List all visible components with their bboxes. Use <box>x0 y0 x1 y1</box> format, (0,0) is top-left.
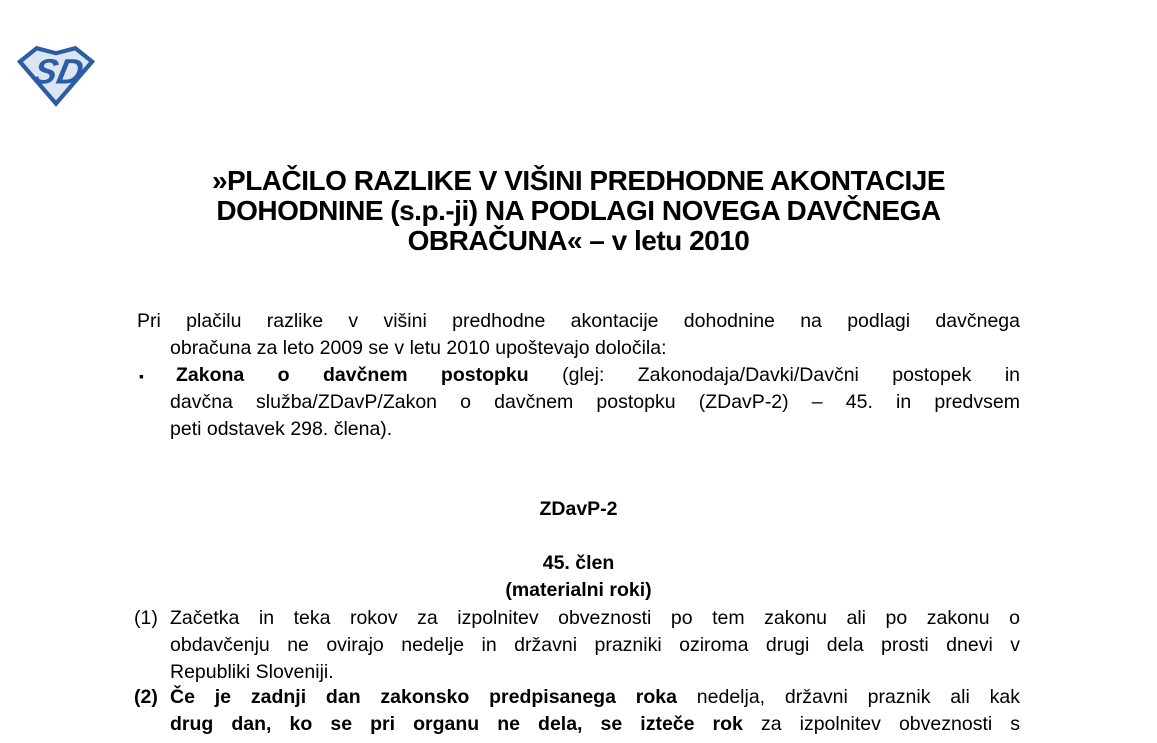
text-segment: obračuna za leto 2009 se v letu 2010 upoštevajo določila: <box>170 337 667 359</box>
text-segment: Zakona o davčnem postopku <box>176 364 563 386</box>
article-subheading: (materialni roki) <box>505 579 652 601</box>
paragraph-line <box>137 659 1020 686</box>
paragraph-line <box>137 389 1020 416</box>
bullet-item <box>137 362 1020 443</box>
text-segment: (glej: Zakonodaja/Davki/Davčni postopek in <box>562 364 1021 386</box>
line-text <box>170 607 1020 629</box>
paragraph-line <box>137 308 1020 335</box>
title-line-1: »PLAČILO RAZLIKE V VIŠINI PREDHODNE AKONTACIJE <box>211 165 946 196</box>
title-line-2: DOHODNINE (s.p.-ji) NA PODLAGI NOVEGA DAVČNEGA <box>216 195 941 226</box>
paragraph-line <box>137 632 1020 659</box>
line-text <box>176 364 1020 386</box>
paragraph-marker: (1) <box>134 607 158 629</box>
square-bullet-icon: ▪ <box>139 368 144 384</box>
text-segment: Začetka in teka rokov za izpolnitev obveznosti po tem zakonu ali po zakonu o <box>170 607 1020 629</box>
line-text <box>170 686 1020 708</box>
paragraph-line <box>137 711 1020 738</box>
text-segment: Če je zadnji dan zakonsko predpisanega roka <box>170 686 697 708</box>
paragraph-line <box>134 605 1020 632</box>
logo-letters: SD <box>29 51 88 92</box>
text-segment: za izpolnitev obveznosti s <box>760 713 1020 735</box>
text-segment: Republiki Sloveniji. <box>170 661 334 683</box>
text-segment: nedelja, državni praznik ali kak <box>696 686 1020 708</box>
text-segment: obdavčenju ne ovirajo nedelje in državni prazniki oziroma drugi dela prosti dnevi v <box>170 634 1020 656</box>
paragraph-line <box>137 416 1020 443</box>
sd-logo-icon <box>14 44 98 107</box>
article-heading: 45. člen <box>542 552 615 574</box>
text-segment: Pri plačilu razlike v višini predhodne akontacije dohodnine na podlagi davčnega <box>137 310 1020 332</box>
numbered-paragraph-2 <box>134 684 1020 738</box>
intro-paragraph <box>137 308 1020 362</box>
paragraph-line <box>137 362 1020 389</box>
numbered-paragraph-1 <box>134 605 1020 686</box>
law-heading: ZDavP-2 <box>539 498 618 520</box>
paragraph-marker: (2) <box>134 686 158 708</box>
document-title <box>0 166 1157 256</box>
text-segment: davčna služba/ZDavP/Zakon o davčnem postopku (ZDavP-2) – 45. in predvsem <box>170 391 1020 413</box>
paragraph-line <box>137 335 1020 362</box>
paragraph-line <box>134 684 1020 711</box>
text-segment: drug dan, ko se pri organu ne dela, se izteče rok <box>170 713 761 735</box>
title-line-3: OBRAČUNA« – v letu 2010 <box>407 225 750 256</box>
text-segment: peti odstavek 298. člena). <box>170 418 393 440</box>
